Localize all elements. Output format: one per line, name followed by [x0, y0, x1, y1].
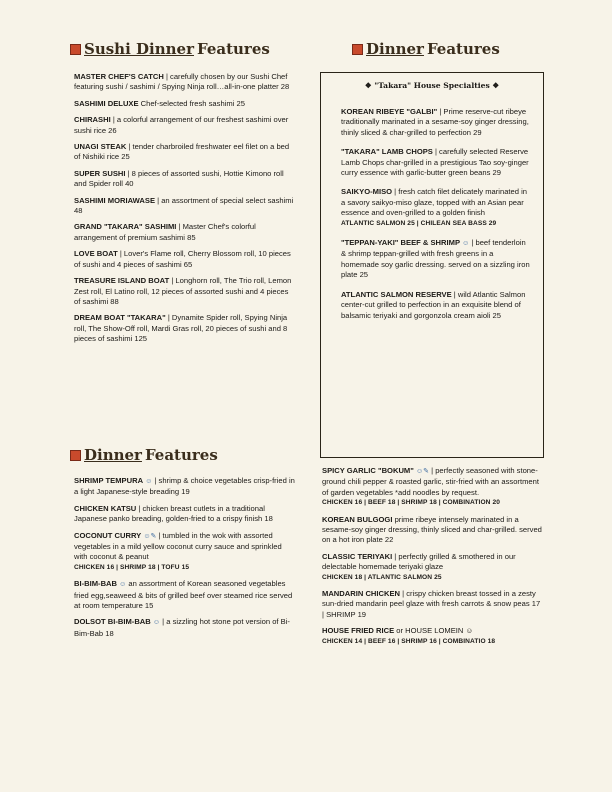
spicy-mild-icon: ☺ [152, 619, 161, 627]
menu-item-name: "TEPPAN-YAKI" BEEF & SHRIMP [341, 238, 461, 248]
menu-item [74, 99, 296, 109]
dinner-right-items [322, 466, 542, 653]
menu-item-description: | shrimp & choice vegetables crisp-fried in a light Japanese-style breading 19 [74, 476, 295, 497]
menu-item [74, 196, 296, 217]
menu-item-name: LOVE BOAT [74, 249, 118, 259]
menu-item-name: UNAGI STEAK [74, 142, 127, 152]
menu-item-name: CHIRASHI [74, 115, 111, 125]
spicy-mild-icon: ☺✎ [143, 532, 157, 540]
menu-item-name: ATLANTIC SALMON RESERVE [341, 289, 452, 299]
menu-item-name: DREAM BOAT "TAKARA" [74, 313, 166, 323]
menu-item [322, 515, 542, 546]
menu-item-name: KOREAN RIBEYE "GALBI" [341, 107, 438, 116]
menu-item-description: | beef tenderloin & shrimp teppan-grilled with fresh greens in a homemade soy garlic dressing. served on a sizzling iron plate 25 [341, 238, 530, 280]
menu-item [74, 222, 296, 243]
menu-item-description: | a sizzling hot stone pot version of Bi-Bim-Bab 18 [74, 617, 290, 638]
menu-item-description: | perfectly grilled & smothered in our delectable homemade teriyaki glaze [322, 551, 516, 572]
red-square-icon [352, 44, 363, 55]
menu-item-description: | Prime reserve-cut ribeye traditionally marinated in a sesame-soy ginger dressing, thinly sliced & char-grilled to perfection 29 [341, 107, 529, 137]
menu-item-options: ATLANTIC SALMON 25 | CHILEAN SEA BASS 29 [341, 219, 497, 227]
menu-item [322, 626, 542, 647]
menu-item-description: | wild Atlantic Salmon center-cut grilled to perfection in an exquisite blend of balsamic teriyaki and gorgonzola cream aioli 25 [341, 289, 526, 320]
menu-item [74, 531, 296, 574]
red-square-icon [70, 44, 81, 55]
menu-item-description: | carefully selected Reserve Lamb Chops char-grilled in a prestigious Tao soy-ginger curry essence with garlic-butter green beans 29 [341, 147, 529, 178]
menu-item-name: GRAND "TAKARA" SASHIMI [74, 222, 177, 232]
menu-item-description: | Dynamite Spider roll, Spying Ninja roll, The Show-Off roll, Mardi Gras roll, 20 pieces of sushi and 8 pieces of sashimi 125 [74, 313, 288, 344]
menu-item [341, 290, 531, 321]
menu-item-name: SASHIMI MORIAWASE [74, 195, 156, 205]
menu-item-description: | Lover's Flame roll, Cherry Blossom roll, 10 pieces of sushi and 4 pieces of sashimi 65 [74, 249, 291, 269]
dinner-left-items [74, 476, 296, 645]
menu-item-description: | a colorful arrangement of our freshest sashimi over sushi rice 26 [74, 115, 289, 135]
house-specialties-box [320, 72, 544, 458]
menu-item-description: | 8 pieces of assorted sushi, Hottie Kimono roll and Spider roll 40 [74, 168, 284, 189]
menu-item [322, 589, 542, 620]
spicy-mild-icon: ☺ [119, 581, 127, 589]
menu-item [74, 504, 296, 525]
menu-item-name: CLASSIC TERIYAKI [322, 551, 393, 561]
menu-item-description: prime ribeye intensely marinated in a sesame-soy ginger dressing, thinly sliced and char-grilled. served on a hot iron plate 22 [322, 514, 542, 545]
menu-item [74, 72, 296, 93]
menu-item [74, 313, 296, 344]
menu-item [74, 276, 296, 307]
red-square-icon [70, 450, 81, 461]
sushi-dinner-heading: Sushi Dinner Features [70, 40, 270, 58]
house-specialties-title: ❖ "Takara" House Specialties ❖ [364, 81, 500, 90]
menu-item-description: | Master Chef's colorful arrangement of premium sashimi 85 [74, 222, 256, 242]
spicy-mild-icon: ☺✎ [416, 468, 430, 475]
menu-item [341, 147, 531, 178]
menu-item-description: | tumbled in the wok with assorted vegetables in a mild yellow coconut curry sauce and sprinkled with coconut & peanut [74, 530, 282, 562]
menu-item-description: | crispy chicken breast tossed in a zesty sun-dried mandarin peel glaze with fresh carrots & snow peas 17 | SHRIMP 19 [322, 589, 541, 619]
menu-item-options: CHICKEN 18 | ATLANTIC SALMON 25 [322, 573, 442, 581]
menu-item-description: | Longhorn roll, The Trio roll, Lemon Zest roll, El Latino roll, 12 pieces of assorted sushi and 4 pieces of sashimi 88 [74, 276, 292, 306]
menu-item-name: BI-BIM-BAB [74, 579, 118, 589]
house-specialties-items [341, 107, 531, 330]
menu-item-name: SAIKYO-MISO [341, 187, 393, 197]
menu-item-description: Chef-selected fresh sashimi 25 [138, 98, 245, 108]
menu-item-name: HOUSE FRIED RICE [322, 626, 395, 636]
menu-item-options: CHICKEN 16 | SHRIMP 18 | TOFU 15 [74, 563, 190, 571]
menu-item [74, 115, 296, 136]
dinner-features-heading-right: Dinner Features [352, 40, 500, 58]
menu-item-description: | fresh catch filet delicately marinated in a savory saikyo-miso glaze, topped with an Asian pear essence and oven-grilled to a golden finish [341, 187, 527, 218]
menu-item-name: KOREAN BULGOGI [322, 514, 393, 524]
menu-item [322, 466, 542, 509]
menu-item-name: DOLSOT BI-BIM-BAB [74, 617, 151, 627]
menu-item-name: COCONUT CURRY [74, 530, 142, 540]
menu-item [341, 187, 531, 229]
menu-item-name: TREASURE ISLAND BOAT [74, 276, 170, 286]
spicy-mild-icon: ☺ [462, 240, 470, 248]
menu-item [74, 617, 296, 639]
menu-item-name: SHRIMP TEMPURA [74, 476, 144, 485]
menu-item-description: | carefully chosen by our Sushi Chef featuring sushi / sashimi / Spying Ninja roll…all-in-one platter 28 [74, 72, 290, 92]
menu-item-name: SUPER SUSHI [74, 168, 126, 178]
menu-item-description: or HOUSE LOMEIN ☺ [394, 626, 474, 636]
menu-item-name: "TAKARA" LAMB CHOPS [341, 147, 433, 157]
menu-item [74, 579, 296, 611]
menu-item-description: | an assortment of special select sashimi 48 [74, 195, 294, 216]
menu-item-description: | perfectly seasoned with stone-ground chili pepper & roasted garlic, stir-fried with an assortment of garden vegetables *add noodles by request. [322, 466, 539, 497]
menu-item [74, 142, 296, 163]
menu-item-description: | tender charbroiled freshwater eel filet on a bed of Nishiki rice 25 [74, 142, 290, 162]
menu-item-name: CHICKEN KATSU [74, 503, 137, 513]
menu-item-options: CHICKEN 16 | BEEF 18 | SHRIMP 18 | COMBINATION 20 [322, 499, 501, 507]
menu-item-name: SASHIMI DELUXE [74, 98, 139, 108]
menu-item [322, 552, 542, 583]
spicy-mild-icon: ☺ [145, 478, 153, 485]
sushi-items [74, 72, 296, 351]
menu-item [341, 107, 531, 138]
menu-item-description: | chicken breast cutlets in a traditional Japanese panko breading, golden-fried to a crispy finish 18 [74, 503, 273, 524]
menu-item-name: SPICY GARLIC "BOKUM" [322, 466, 414, 475]
menu-item-options: CHICKEN 14 | BEEF 16 | SHRIMP 16 | COMBINATIO 18 [322, 637, 496, 645]
menu-item-name: MASTER CHEF'S CATCH [74, 72, 164, 81]
menu-item-name: MANDARIN CHICKEN [322, 589, 401, 599]
menu-item [74, 476, 296, 498]
menu-item [341, 238, 531, 281]
menu-item [74, 169, 296, 190]
menu-item [74, 249, 296, 270]
dinner-features-heading-left: Dinner Features [70, 446, 218, 464]
menu-item-description: an assortment of Korean seasoned vegetables fried egg,seaweed & bits of grilled beef over steamed rice served at room temperature 15 [74, 579, 293, 611]
